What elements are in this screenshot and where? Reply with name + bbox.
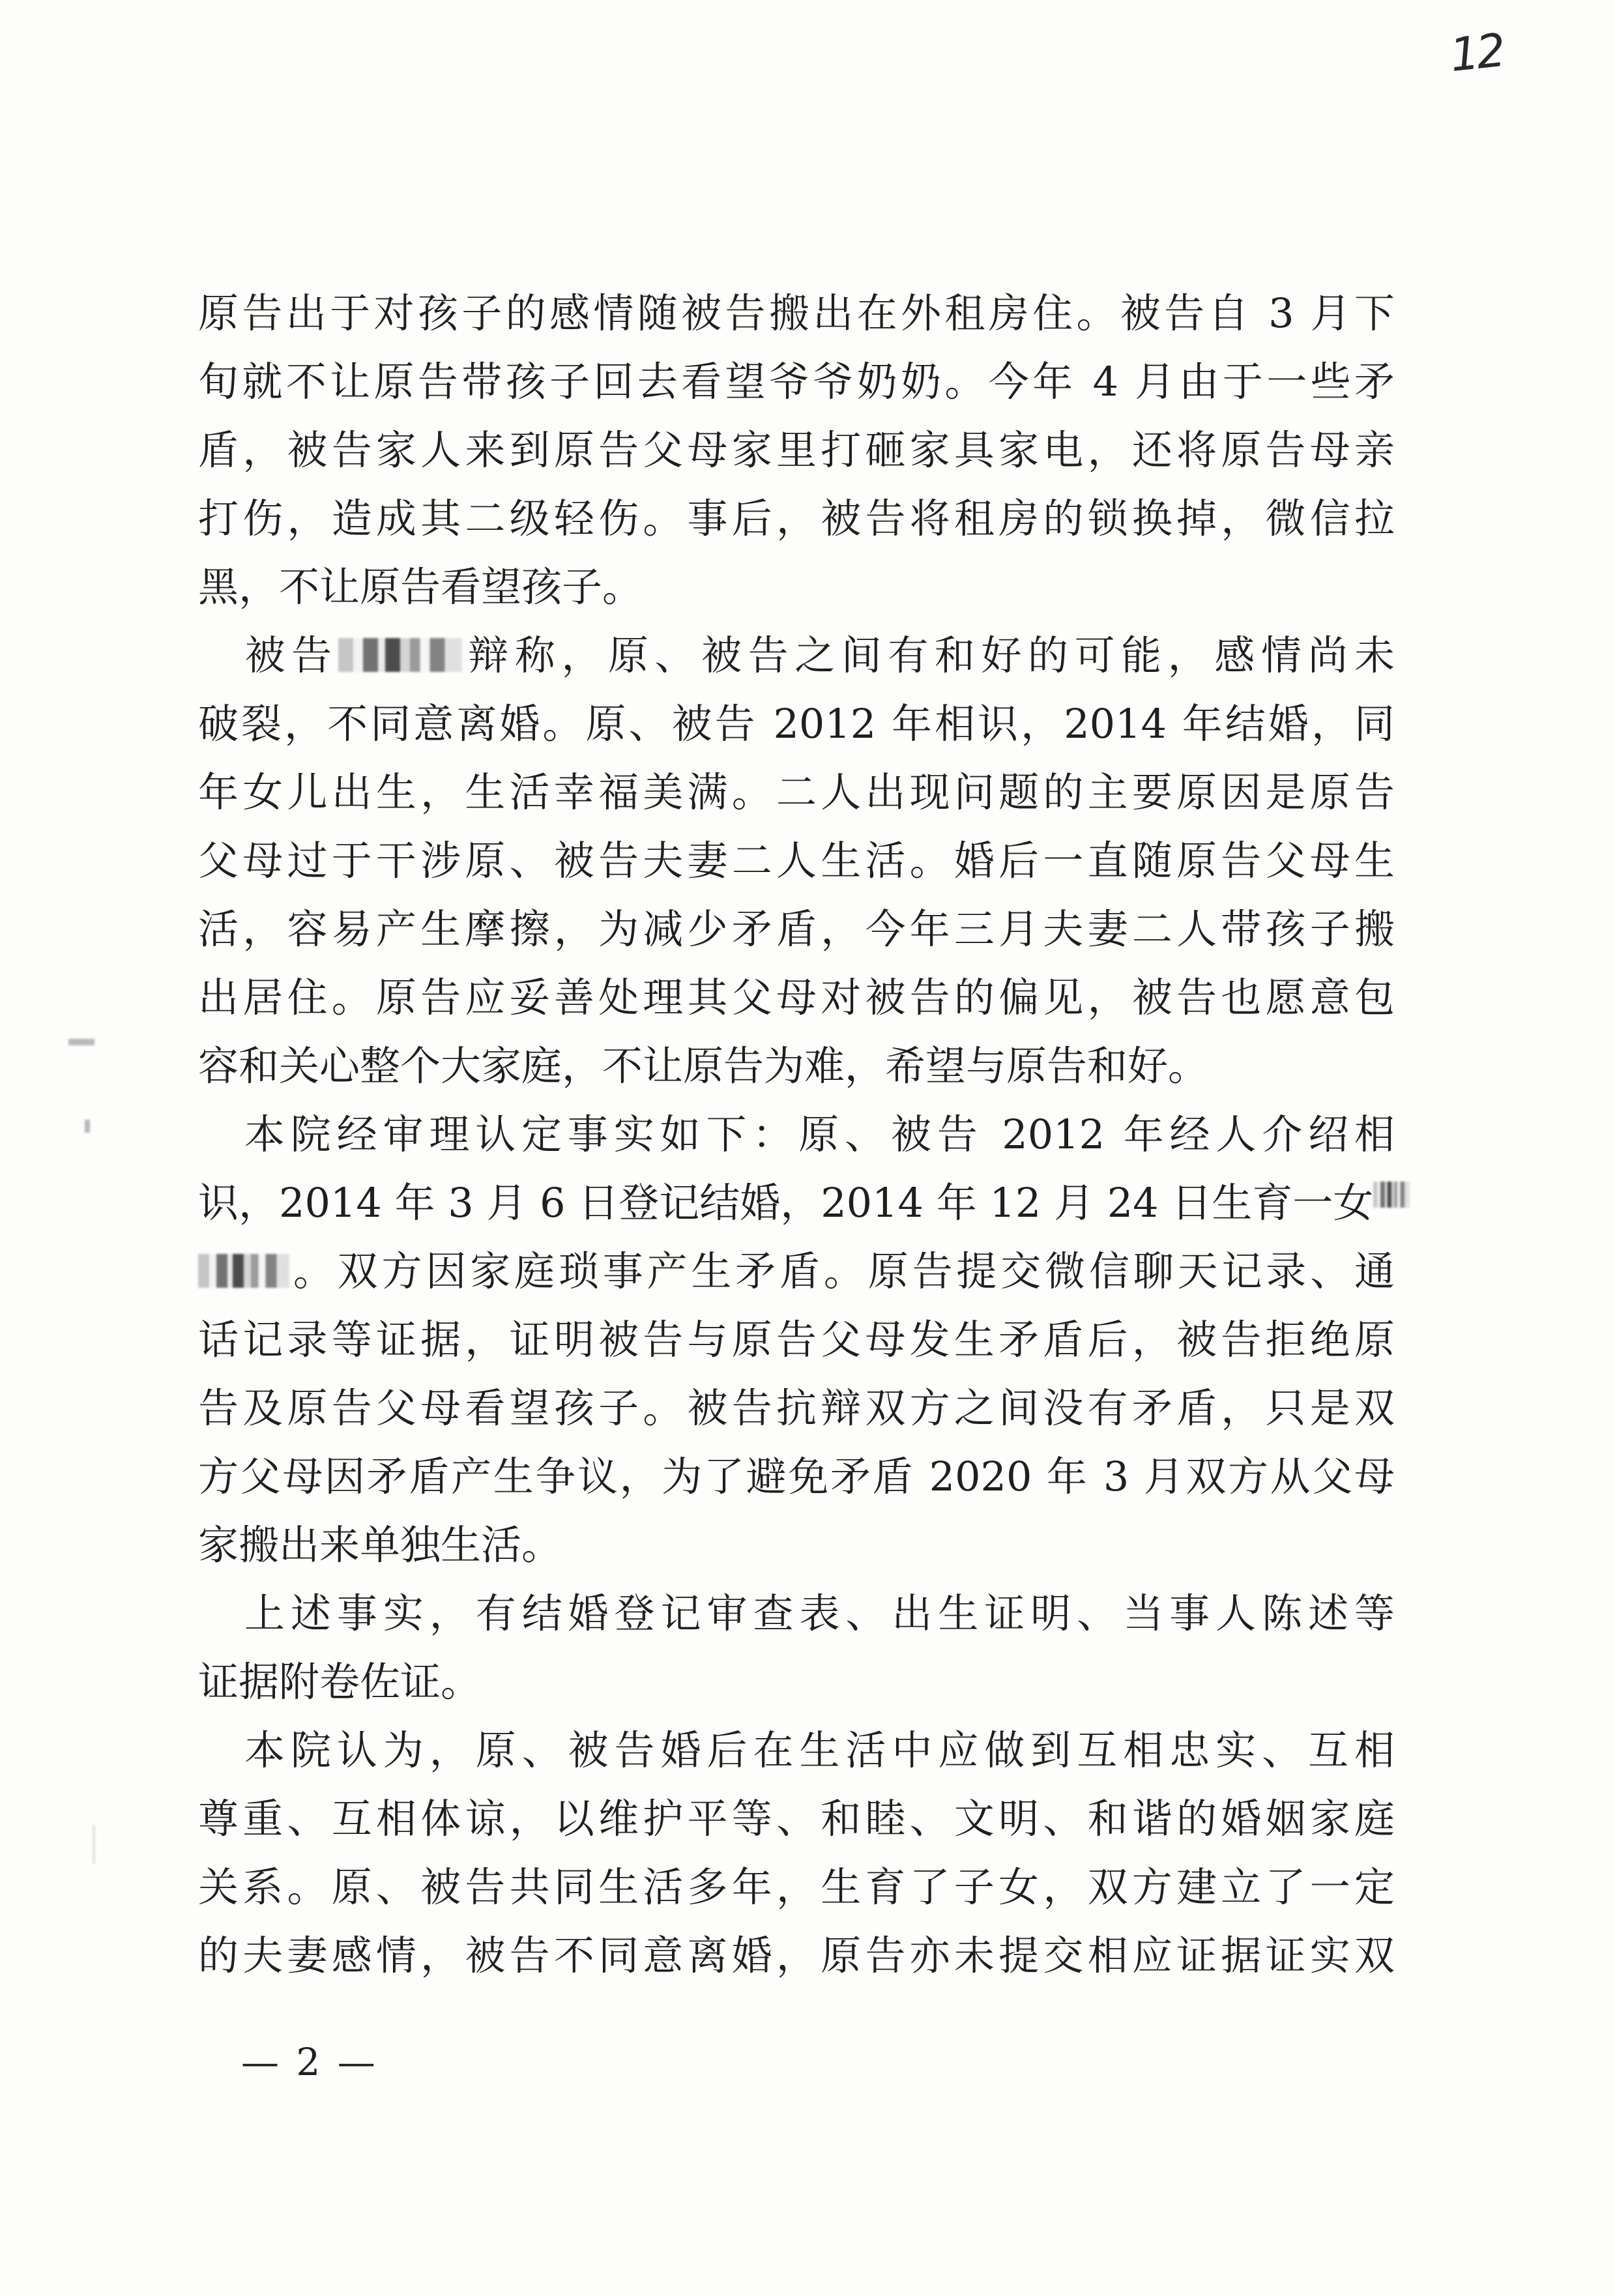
text-segment: 识，2014 年 3 月 6 日登记结婚，2014 年 12 月 24 日生育一女 xyxy=(198,1179,1374,1227)
text-segment: 辩称，原、被告之间有和好的可能，感情尚未 xyxy=(461,632,1395,679)
text-line: 黑，不让原告看望孩子。 xyxy=(198,563,643,611)
redacted-name xyxy=(338,638,462,672)
redacted-name xyxy=(198,1254,289,1288)
text-line: 关系。原、被告共同生活多年，生育了子女，双方建立了一定 xyxy=(198,1863,1395,1911)
text-segment: 。双方因家庭琐事产生矛盾。原告提交微信聊天记录、通 xyxy=(289,1247,1395,1295)
page-number: — 2 — xyxy=(241,2040,378,2084)
text-line: 上述事实，有结婚登记审查表、出生证明、当事人陈述等 xyxy=(198,1590,1395,1637)
redacted-name xyxy=(1373,1182,1410,1208)
text-line: 方父母因矛盾产生争议，为了避免矛盾 2020 年 3 月双方从父母 xyxy=(198,1453,1395,1500)
scan-mark xyxy=(68,1039,95,1045)
text-line: 告及原告父母看望孩子。被告抗辩双方之间没有矛盾，只是双 xyxy=(198,1384,1395,1432)
text-line: 的夫妻感情，被告不同意离婚，原告亦未提交相应证据证实双 xyxy=(198,1932,1395,1979)
judgment-body-text xyxy=(198,279,1395,1990)
scan-mark xyxy=(93,1825,95,1864)
text-line: 父母过于干涉原、被告夫妻二人生活。婚后一直随原告父母生 xyxy=(198,837,1395,884)
text-line: 原告出于对孩子的感情随被告搬出在外租房住。被告自 3 月下 xyxy=(198,289,1395,337)
text-line: 容和关心整个大家庭，不让原告为难，希望与原告和好。 xyxy=(198,1042,1209,1090)
text-line: 活，容易产生摩擦，为减少矛盾，今年三月夫妻二人带孩子搬 xyxy=(198,905,1395,953)
text-line: 本院经审理认定事实如下：原、被告 2012 年经人介绍相 xyxy=(198,1111,1395,1158)
text-line: 证据附卷佐证。 xyxy=(198,1658,482,1706)
scan-mark xyxy=(85,1120,90,1133)
text-line: 年女儿出生，生活幸福美满。二人出现问题的主要原因是原告 xyxy=(198,768,1395,816)
text-line-with-redaction xyxy=(198,1237,1395,1305)
text-line: 尊重、互相体谅，以维护平等、和睦、文明、和谐的婚姻家庭 xyxy=(198,1795,1395,1842)
text-line: 破裂，不同意离婚。原、被告 2012 年相识，2014 年结婚，同 xyxy=(198,700,1395,748)
text-segment: 被告 xyxy=(198,632,338,679)
text-line: 打伤，造成其二级轻伤。事后，被告将租房的锁换掉，微信拉 xyxy=(198,495,1395,542)
text-line-with-redaction xyxy=(198,621,1395,690)
text-line: 话记录等证据，证明被告与原告父母发生矛盾后，被告拒绝原 xyxy=(198,1316,1395,1363)
text-line-with-redaction xyxy=(198,1169,1395,1237)
text-line: 旬就不让原告带孩子回去看望爷爷奶奶。今年 4 月由于一些矛 xyxy=(198,358,1395,405)
text-line: 家搬出来单独生活。 xyxy=(198,1521,562,1569)
text-line: 本院认为，原、被告婚后在生活中应做到互相忠实、互相 xyxy=(198,1726,1395,1774)
text-line: 出居住。原告应妥善处理其父母对被告的偏见，被告也愿意包 xyxy=(198,974,1395,1021)
text-line: 盾，被告家人来到原告父母家里打砸家具家电，还将原告母亲 xyxy=(198,426,1395,474)
handwritten-page-mark: 12 xyxy=(1447,23,1506,83)
